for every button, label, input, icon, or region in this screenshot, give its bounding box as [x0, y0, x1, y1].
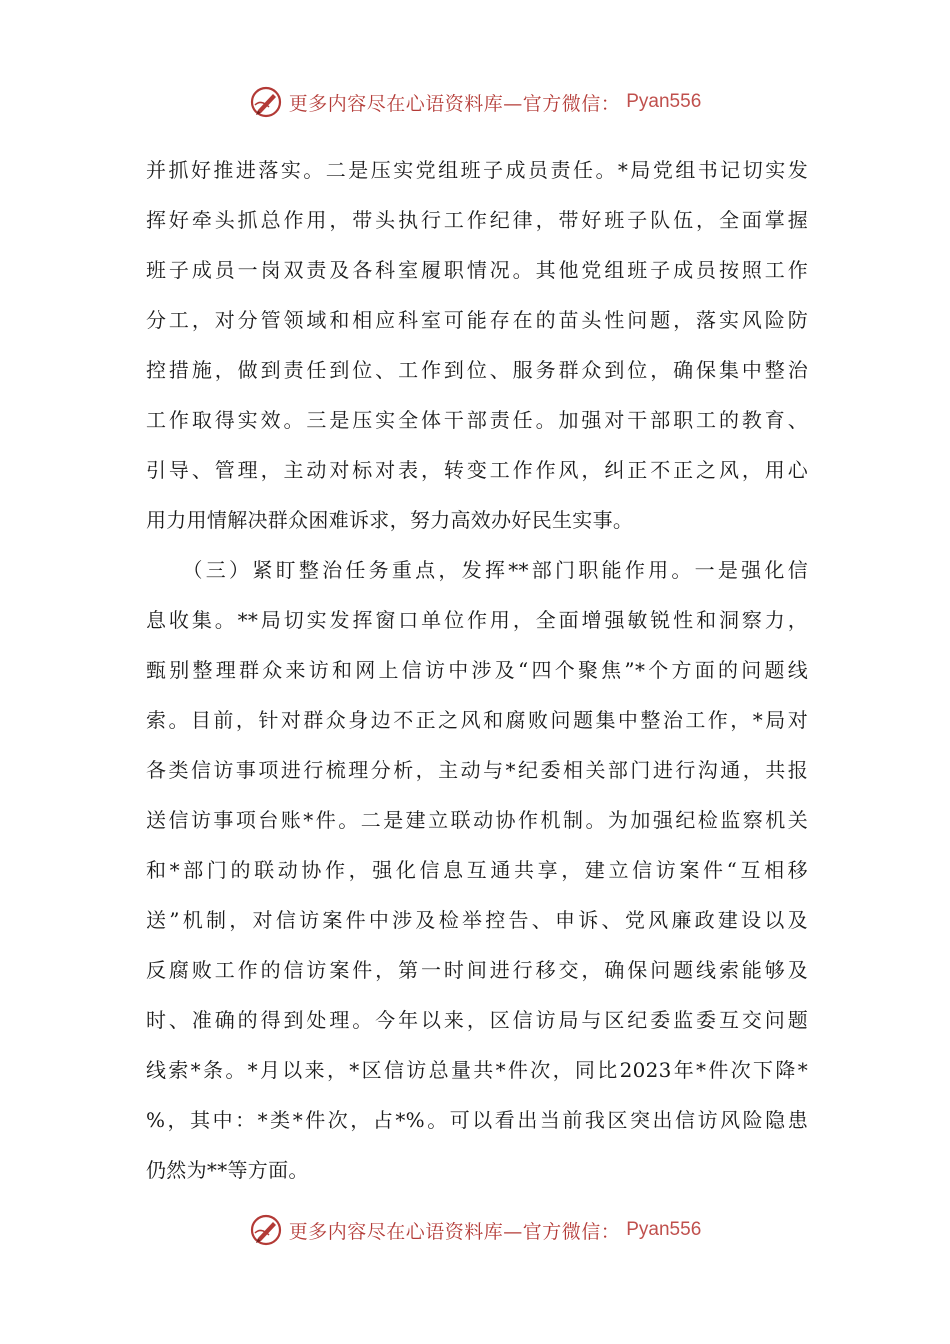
body-line: 用力用情解决群众困难诉求，努力高效办好民生实事。 — [146, 508, 634, 532]
body-line: 工作取得实效。三是压实全体干部责任。加强对干部职工的教育、 — [146, 408, 808, 432]
body-line: 线索*条。*月以来，*区信访总量共*件次，同比2023年*件次下降* — [146, 1058, 808, 1082]
body-line: （三）紧盯整治任务重点，发挥**部门职能作用。一是强化信 — [146, 558, 808, 582]
body-line: 送信访事项台账*件。二是建立联动协作机制。为加强纪检监察机关 — [146, 808, 808, 832]
footer-watermark — [0, 1210, 950, 1250]
pen-logo-icon — [249, 85, 283, 119]
body-line: 索。目前，针对群众身边不正之风和腐败问题集中整治工作，*局对 — [146, 708, 808, 732]
body-line: 甄别整理群众来访和网上信访中涉及“四个聚焦”*个方面的问题线 — [146, 658, 808, 682]
header-watermark — [0, 82, 950, 122]
watermark-site-text: 更多内容尽在心语资料库—官方微信： — [288, 92, 621, 115]
body-line: 息收集。**局切实发挥窗口单位作用，全面增强敏锐性和洞察力， — [146, 608, 808, 632]
body-line: 反腐败工作的信访案件，第一时间进行移交，确保问题线索能够及 — [146, 958, 808, 982]
watermark-wechat-id: Pyan556 — [626, 91, 702, 112]
body-line: 时、准确的得到处理。今年以来，区信访局与区纪委监委互交问题 — [146, 1008, 808, 1032]
body-line: 分工，对分管领域和相应科室可能存在的苗头性问题，落实风险防 — [146, 308, 808, 332]
body-line: 引导、管理，主动对标对表，转变工作作风，纠正不正之风，用心 — [146, 458, 808, 482]
body-line: 仍然为**等方面。 — [146, 1158, 309, 1182]
body-line: 并抓好推进落实。二是压实党组班子成员责任。*局党组书记切实发 — [146, 158, 808, 182]
watermark-wechat-id: Pyan556 — [626, 1219, 702, 1240]
body-line: 挥好牵头抓总作用，带头执行工作纪律，带好班子队伍，全面掌握 — [146, 208, 808, 232]
watermark-site-text: 更多内容尽在心语资料库—官方微信： — [288, 1220, 621, 1243]
body-line: 控措施，做到责任到位、工作到位、服务群众到位，确保集中整治 — [146, 358, 808, 382]
body-line: 班子成员一岗双责及各科室履职情况。其他党组班子成员按照工作 — [146, 258, 808, 282]
body-line: 和*部门的联动协作，强化信息互通共享，建立信访案件“互相移 — [146, 858, 808, 882]
body-line: 送”机制，对信访案件中涉及检举控告、申诉、党风廉政建设以及 — [146, 908, 808, 932]
document-body — [146, 145, 808, 1195]
body-line: %，其中：*类*件次，占*%。可以看出当前我区突出信访风险隐患 — [146, 1108, 808, 1132]
body-line: 各类信访事项进行梳理分析，主动与*纪委相关部门进行沟通，共报 — [146, 758, 808, 782]
pen-logo-icon — [249, 1213, 283, 1247]
